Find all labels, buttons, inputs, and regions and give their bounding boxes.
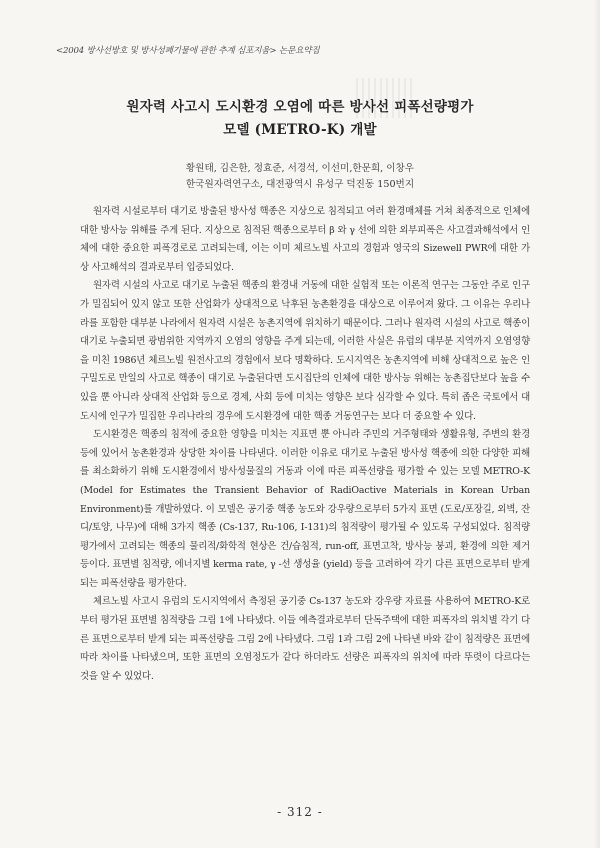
paragraph-2: 원자력 시설의 사고로 대기로 누출된 핵종의 환경내 거동에 대한 실험적 또는 이론적 연구는 그동안 주로 인구가 밀집되어 있지 않고 또한 산업화가 상대적으로 낙후된 농촌환경을 대상으로 이루어져 왔다. 그 이유는 우리나라를 포함한 대부분 나라에서 원자력 시설은 농촌지역에 위치하기 때문이다. 그러나 원자력 시설의 사고로 핵종이 대기로 누출되면 광범위한 지역까지 오염의 영향을 주게 되는데, 이러한 사실은 유럽의 대부분 지역까지 오염영향을 미친 1986년 체르노빌 원전사고의 경험에서 보다 명확하다. 도시지역은 농촌지역에 비해 상대적으로 높은 인구밀도로 만일의 사고로 핵종이 대기로 누출된다면 도시집단의 인체에 대한 방사능 위해는 농촌집단보다 높을 수 있을 뿐 아니라 상대적 산업화 등으로 경제, 사회 등에 미치는 영향은 보다 심각할 수 있다. 특히 좁은 국토에서 대도시에 인구가 밀집한 우리나라의 경우에 도시환경에 대한 핵종 거동연구는 보다 더 중요할 수 있다. [80,280,530,422]
abstract-body [80,203,530,686]
author-affiliation: 한국원자력연구소, 대전광역시 유성구 덕진동 150번지 [185,179,415,190]
paragraph-3: 도시환경은 핵종의 침적에 중요한 영향을 미치는 지표면 뿐 아니라 주민의 거주형태와 생활유형, 주변의 환경 등에 있어서 농촌환경과 상당한 차이를 나타낸다. 이러한 이유로 대기로 누출된 방사성 핵종에 의한 다양한 피해를 최소화하기 위해 도시환경에서 방사성물질의 거동과 이에 따른 피폭선량을 평가할 수 있는 모델 METRO-K (Model for Estimates the Transient Behavior of RadiOactive Materials in Korean Urban Environment)를 개발하였다. 이 모델은 공기중 핵종 농도와 강우량으로부터 5가지 표면 (도로/포장길, 외벽, 잔디/토양, 나무)에 대해 3가지 핵종 (Cs-137, Ru-106, I-131)의 침적량이 평가될 수 있도록 구성되었다. 침적량 평가에서 고려되는 핵종의 물리적/화학적 현상은 건/습침적, run-off, 표면고착, 방사능 붕괴, 환경에 의한 제거 등이다. 표면별 침적량, 에너지별 kerma rate, γ -선 생성율 (yield) 등을 고려하여 각기 다른 표면으로부터 받게 되는 피폭선량을 평가한다. [80,429,530,589]
paragraph-1: 원자력 시설로부터 대기로 방출된 방사성 핵종은 지상으로 침적되고 여러 환경매체를 거쳐 최종적으로 인체에 대한 방사능 위해를 주게 된다. 지상으로 침적된 핵종으로부터 β 와 γ 선에 의한 외부피폭은 사고결과해석에서 인체에 대한 중요한 피폭경로로 고려되는데, 이는 이미 체르노빌 사고의 경험과 영국의 Sizewell PWR에 대한 가상 사고해석의 결과로부터 입증되었다. [80,206,530,273]
paper-title-line-1: 원자력 사고시 도시환경 오염에 따른 방사선 피폭선량평가 [126,99,474,115]
page-number: - 312 - [277,805,323,819]
author-names: 황원태, 김은한, 정효준, 서경석, 이선미,한문희, 이창우 [185,163,415,174]
paragraph-4: 체르노빌 사고시 유럽의 도시지역에서 측정된 공기중 Cs-137 농도와 강우량 자료를 사용하여 METRO-K로부터 평가된 표면별 침적량을 그림 1에 나타냈다. 이들 예측결과로부터 단독주택에 대한 피폭자의 위치별 각기 다른 표면으로부터 받게 되는 피폭선량을 그림 2에 나타냈다. 그림 1과 그림 2에 나타낸 바와 같이 침적량은 표면에 따라 차이를 나타냈으며, 또한 표면의 오염정도가 같다 하더라도 선량은 피폭자의 위치에 따라 뚜렷이 다르다는 것을 알 수 있었다. [80,596,530,682]
proceedings-header: <2004 방사선방호 및 방사성폐기물에 관한 추계 심포지움> 논문요약집 [56,46,320,56]
paper-title-line-2: 모델 (METRO-K) 개발 [223,122,377,138]
